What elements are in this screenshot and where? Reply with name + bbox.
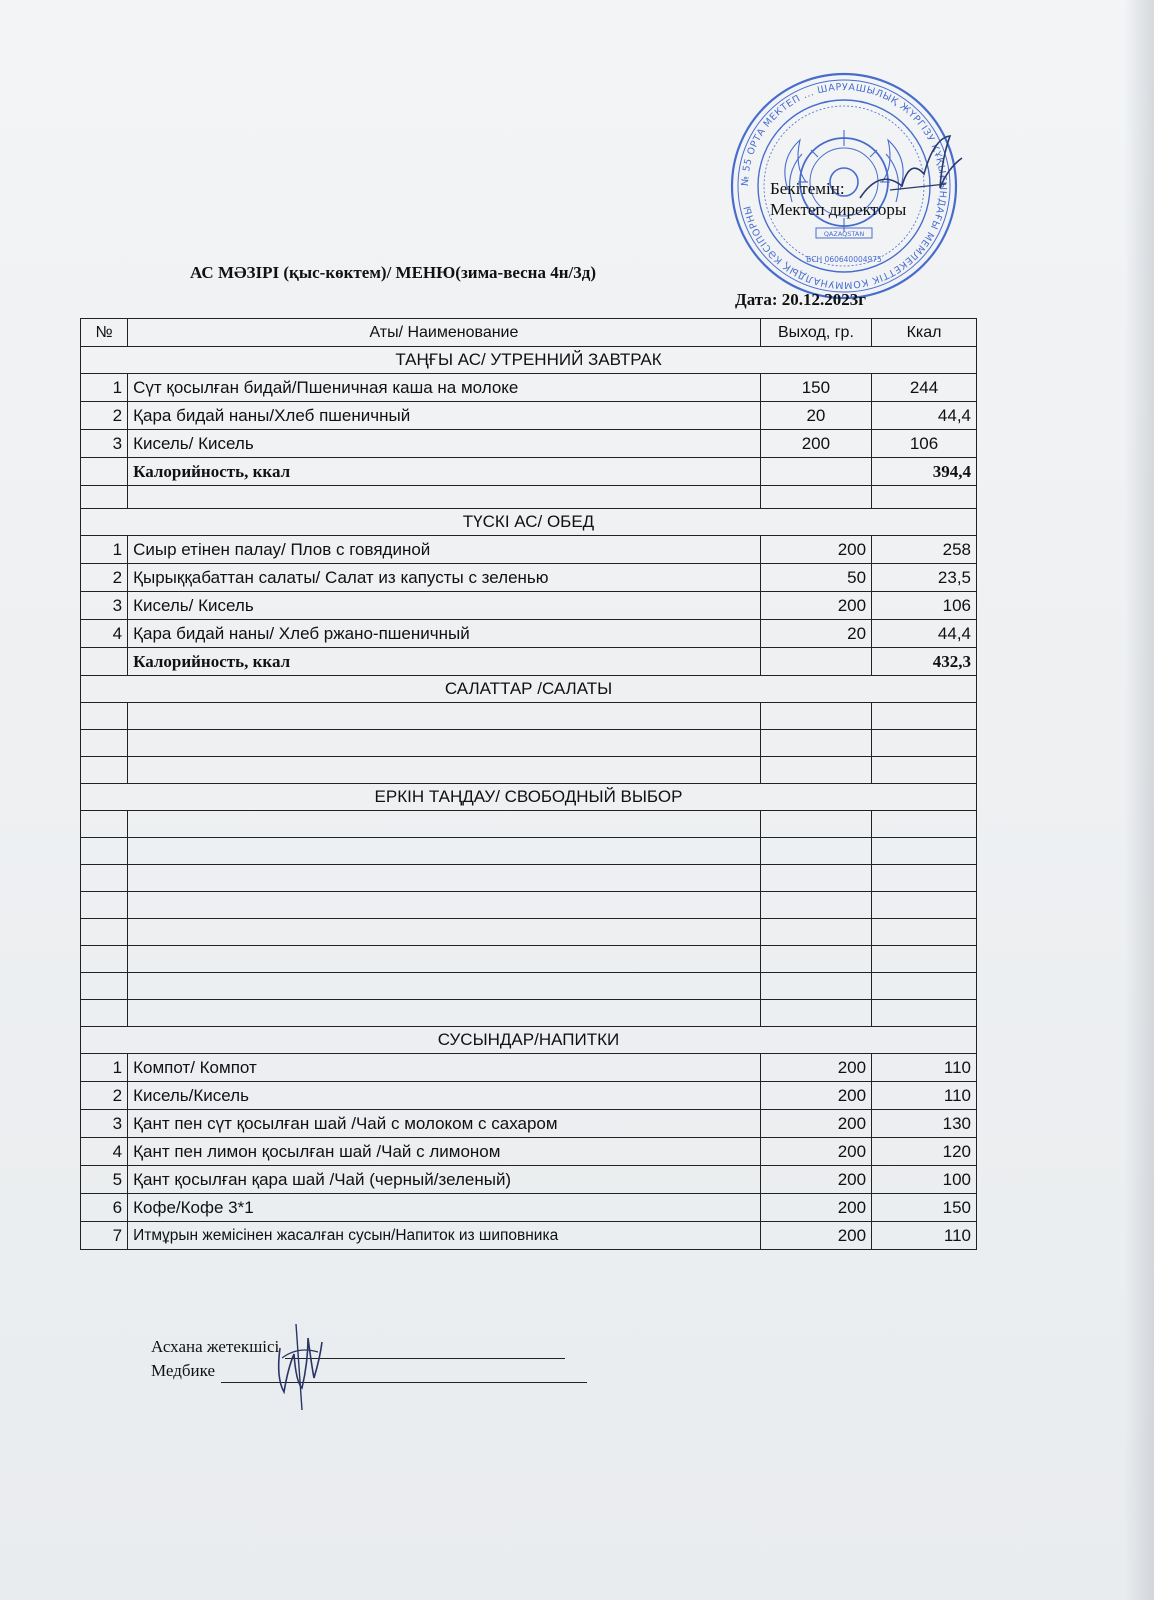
empty-row	[81, 865, 977, 892]
row-num: 4	[81, 620, 128, 648]
section-title-breakfast: ТАҢҒЫ АС/ УТРЕННИЙ ЗАВТРАК	[81, 347, 977, 374]
row-name: Қырыққабаттан салаты/ Салат из капусты с зеленью	[128, 564, 761, 592]
approval-line-1: Бекітемін:	[770, 179, 845, 198]
row-num: 2	[81, 402, 128, 430]
row-name: Итмұрын жемісінен жасалған сусын/Напиток из шиповника	[128, 1222, 761, 1250]
signatures-block	[151, 1335, 587, 1383]
empty-cell	[760, 648, 871, 676]
row-num: 3	[81, 1110, 128, 1138]
total-row-breakfast	[81, 458, 977, 486]
svg-text:№ 55 ОРТА МЕКТЕП ... ШАРУАШЫЛЫ: № 55 ОРТА МЕКТЕП ... ШАРУАШЫЛЫҚ ЖҮРГІЗУ ҚҰҚЫҒЫНДАҒЫ МЕМЛЕКЕТТІК КОММУНАЛДЫҚ КӘСІПОРНЫ	[739, 81, 949, 291]
row-name: Кофе/Кофе 3*1	[128, 1194, 761, 1222]
section-row-lunch	[81, 509, 977, 536]
table-row	[81, 1166, 977, 1194]
table-header-row	[81, 319, 977, 347]
row-name: Қант пен лимон қосылған шай /Чай с лимоном	[128, 1138, 761, 1166]
table-row	[81, 1194, 977, 1222]
table-row	[81, 536, 977, 564]
menu-title: АС МӘЗІРІ (қыс-көктем)/ МЕНЮ(зима-весна 4н/3д)	[190, 263, 596, 282]
row-yield: 50	[760, 564, 871, 592]
empty-row	[81, 730, 977, 757]
row-yield: 200	[760, 592, 871, 620]
row-kcal: 130	[872, 1110, 977, 1138]
stamp-bin-text: БСН 060640004975	[806, 255, 882, 264]
nurse-sign-row	[151, 1359, 587, 1383]
section-row-drinks	[81, 1027, 977, 1054]
table-row	[81, 564, 977, 592]
row-kcal: 44,4	[872, 620, 977, 648]
section-title-lunch: ТҮСКІ АС/ ОБЕД	[81, 509, 977, 536]
empty-row	[81, 892, 977, 919]
section-title-free-choice: ЕРКІН ТАҢДАУ/ СВОБОДНЫЙ ВЫБОР	[81, 784, 977, 811]
row-yield: 20	[760, 402, 871, 430]
empty-cell	[81, 458, 128, 486]
empty-row	[81, 1000, 977, 1027]
row-num: 2	[81, 564, 128, 592]
section-title-salads: САЛАТТАР /САЛАТЫ	[81, 676, 977, 703]
kitchen-head-label: Асхана жетекшісі	[151, 1337, 280, 1356]
menu-table	[80, 318, 977, 1250]
table-row	[81, 374, 977, 402]
row-name: Қант қосылған қара шай /Чай (черный/зеленый)	[128, 1166, 761, 1194]
row-name: Компот/ Компот	[128, 1054, 761, 1082]
row-name: Кисель/ Кисель	[128, 430, 761, 458]
row-yield: 200	[760, 1082, 871, 1110]
stamp-center-text: QAZAQSTAN	[823, 230, 865, 238]
row-yield: 200	[760, 1166, 871, 1194]
header-yield: Выход, гр.	[760, 319, 871, 347]
row-yield: 200	[760, 1054, 871, 1082]
row-kcal: 110	[872, 1082, 977, 1110]
row-num: 1	[81, 536, 128, 564]
total-label: Калорийность, ккал	[128, 648, 761, 676]
table-row	[81, 1222, 977, 1250]
kitchen-head-sign-row	[151, 1335, 587, 1359]
section-row-free-choice	[81, 784, 977, 811]
table-row	[81, 592, 977, 620]
row-num: 2	[81, 1082, 128, 1110]
total-value: 394,4	[872, 458, 977, 486]
row-num: 1	[81, 374, 128, 402]
row-kcal: 110	[872, 1222, 977, 1250]
row-name: Сиыр етінен палау/ Плов с говядиной	[128, 536, 761, 564]
empty-row	[81, 703, 977, 730]
row-yield: 200	[760, 1194, 871, 1222]
row-kcal: 106	[872, 430, 977, 458]
table-row	[81, 1138, 977, 1166]
row-num: 7	[81, 1222, 128, 1250]
table-row	[81, 1110, 977, 1138]
row-name: Кисель/ Кисель	[128, 592, 761, 620]
row-num: 3	[81, 430, 128, 458]
total-row-lunch	[81, 648, 977, 676]
row-kcal: 23,5	[872, 564, 977, 592]
empty-row	[81, 838, 977, 865]
row-yield: 200	[760, 1222, 871, 1250]
row-yield: 150	[760, 374, 871, 402]
handwritten-signature	[262, 1318, 332, 1413]
table-row	[81, 430, 977, 458]
empty-row	[81, 973, 977, 1000]
row-kcal: 244	[872, 374, 977, 402]
empty-row	[81, 811, 977, 838]
row-num: 3	[81, 592, 128, 620]
row-num: 5	[81, 1166, 128, 1194]
menu-date: Дата: 20.12.2023г	[735, 290, 866, 309]
row-yield: 200	[760, 430, 871, 458]
row-kcal: 44,4	[872, 402, 977, 430]
row-kcal: 120	[872, 1138, 977, 1166]
table-row	[81, 1054, 977, 1082]
row-yield: 200	[760, 1110, 871, 1138]
empty-row	[81, 946, 977, 973]
table-row	[81, 1082, 977, 1110]
row-yield: 20	[760, 620, 871, 648]
row-kcal: 150	[872, 1194, 977, 1222]
row-name: Қант пен сүт қосылған шай /Чай с молоком с сахаром	[128, 1110, 761, 1138]
total-label: Калорийность, ккал	[128, 458, 761, 486]
total-value: 432,3	[872, 648, 977, 676]
table-row	[81, 620, 977, 648]
section-row-salads	[81, 676, 977, 703]
section-row-breakfast	[81, 347, 977, 374]
table-row	[81, 402, 977, 430]
empty-cell	[81, 648, 128, 676]
row-num: 1	[81, 1054, 128, 1082]
empty-row	[81, 919, 977, 946]
header-num: №	[81, 319, 128, 347]
row-kcal: 110	[872, 1054, 977, 1082]
row-name: Кисель/Кисель	[128, 1082, 761, 1110]
empty-row	[81, 757, 977, 784]
header-name: Аты/ Наименование	[128, 319, 761, 347]
row-name: Қара бидай наны/ Хлеб ржано-пшеничный	[128, 620, 761, 648]
row-kcal: 100	[872, 1166, 977, 1194]
director-signature	[850, 128, 970, 218]
row-kcal: 106	[872, 592, 977, 620]
nurse-label: Медбике	[151, 1361, 215, 1380]
row-name: Қара бидай наны/Хлеб пшеничный	[128, 402, 761, 430]
row-num: 6	[81, 1194, 128, 1222]
empty-cell	[760, 458, 871, 486]
row-kcal: 258	[872, 536, 977, 564]
approval-line-2: Мектеп директоры	[770, 200, 907, 219]
row-name: Сүт қосылған бидай/Пшеничная каша на молоке	[128, 374, 761, 402]
row-yield: 200	[760, 536, 871, 564]
row-num: 4	[81, 1138, 128, 1166]
header-kcal: Ккал	[872, 319, 977, 347]
row-yield: 200	[760, 1138, 871, 1166]
spacer-row	[81, 486, 977, 509]
section-title-drinks: СУСЫНДАР/НАПИТКИ	[81, 1027, 977, 1054]
